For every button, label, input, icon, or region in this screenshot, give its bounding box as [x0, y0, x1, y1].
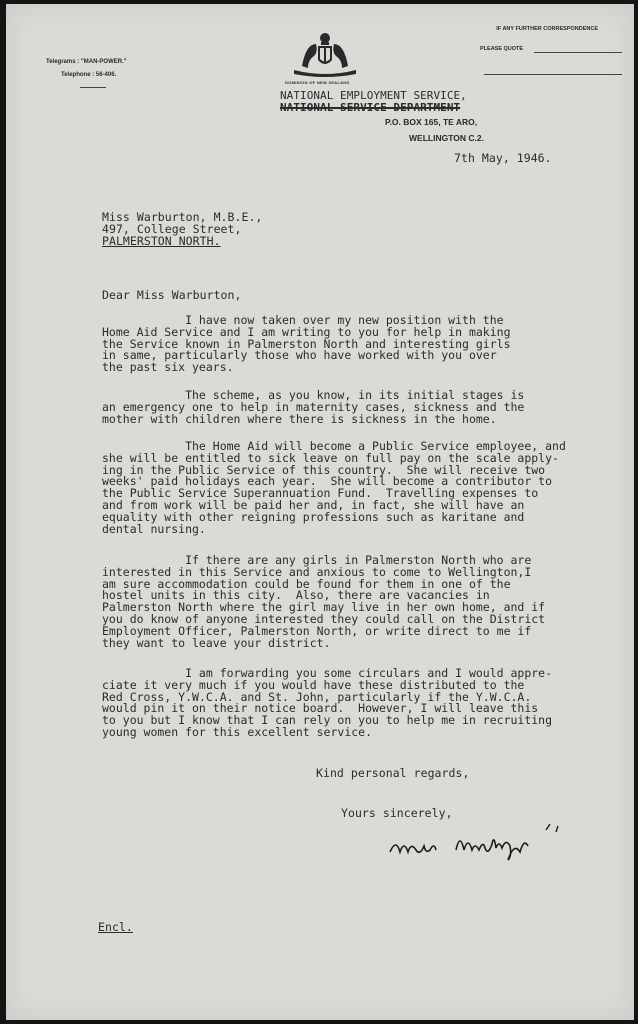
crest-caption: DOMINION OF NEW ZEALAND	[285, 80, 350, 85]
city-address: WELLINGTON C.2.	[409, 133, 484, 143]
signoff: Yours sincerely,	[341, 806, 453, 820]
org-name: NATIONAL EMPLOYMENT SERVICE,	[280, 89, 467, 102]
salutation: Dear Miss Warburton,	[102, 288, 242, 302]
paragraph-2: The scheme, as you know, in its initial stages is an emergency one to help in maternity cases, sickness and the mother with children where there is sickness in the home.	[102, 388, 525, 426]
coat-of-arms-icon	[288, 26, 362, 78]
recipient-name: Miss Warburton, M.B.E.,	[102, 210, 263, 224]
struck-department-name: NATIONAL SERVICE DEPARTMENT	[280, 101, 461, 114]
enclosure-note: Encl.	[98, 920, 133, 934]
paragraph-5: I am forwarding you some circulars and I would appre- ciate it very much if you would have these distributed to the Red Cross, Y.W.C.A. and St. John, particularly if the Y.W.C.A. would pin it on their notice board. However, I will leave this to you but I know that I can rely on you to help me in recruiting young women for this excellent service.	[102, 666, 553, 739]
divider	[80, 87, 106, 88]
telephone-line: Telephone : 56-406.	[61, 72, 117, 78]
po-box: P.O. BOX 165, TE ARO,	[385, 117, 478, 127]
paragraph-4: If there are any girls in Palmerston North who are interested in this Service and anxious to come to Wellington,I am sure accommodation could be found for them in one of the hostel units in this city. Also, there are vacancies in Palmerston North where the girl may live in her own home, and if you do know of anyone interested they could call on the District Employment Officer, Palmerston North, or write direct to me if they want to leave your district.	[102, 553, 546, 650]
quote-line	[534, 52, 622, 53]
paragraph-1: I have now taken over my new position with the Home Aid Service and I am writing to you for help in making the Service known in Palmerston North and interesting girls in same, particularly those who have worked with you over the past six years.	[102, 313, 511, 375]
recipient-street: 497, College Street,	[102, 222, 242, 236]
handwritten-signature	[386, 822, 578, 868]
letter-page	[6, 4, 634, 1020]
please-quote-label: PLEASE QUOTE	[480, 46, 524, 52]
letter-date: 7th May, 1946.	[454, 151, 552, 165]
quote-line-2	[484, 74, 622, 75]
closing: Kind personal regards,	[316, 766, 470, 780]
correspondence-note: IF ANY FURTHER CORRESPONDENCE	[496, 26, 598, 32]
paragraph-3: The Home Aid will become a Public Service employee, and she will be entitled to sick leave on full pay on the scale apply- ing in the Public Service of this country. She will receive two weeks' paid holidays each year. She will become a contributor to the Public Service Superannuation Fund. Travelling expenses to and from work will be paid her and, in fact, she will have an equality with other reigning professions such as karitane and dental nursing.	[102, 439, 566, 536]
recipient-city: PALMERSTON NORTH.	[102, 234, 221, 248]
telegrams-line: Telegrams : "MAN-POWER."	[46, 59, 127, 65]
